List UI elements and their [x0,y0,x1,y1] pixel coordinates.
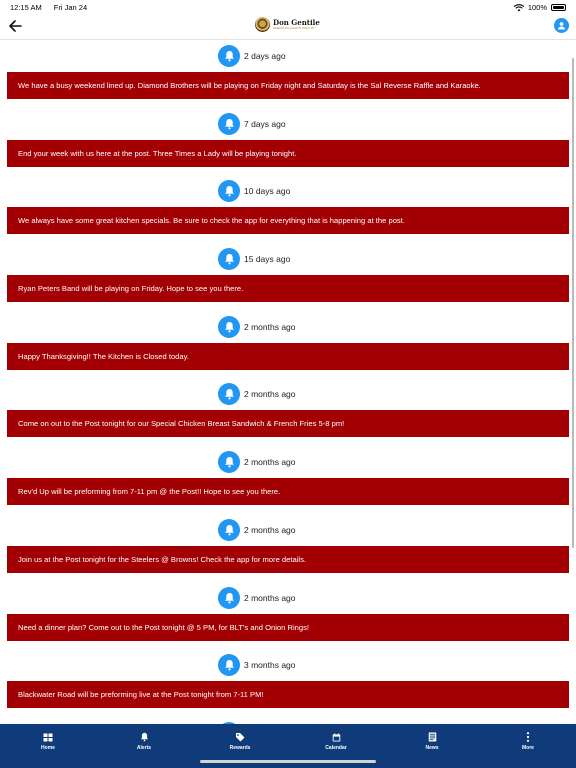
notification-message[interactable]: We always have some great kitchen specials. Be sure to check the app for everything that is happening at the post. [7,207,569,234]
notification-list [0,40,576,724]
app-header [0,14,576,40]
logo-seal-icon [255,17,270,32]
nav-label: News [425,745,439,751]
notification-item[interactable] [0,243,576,311]
notification-item[interactable] [0,40,576,108]
notification-time-row [218,519,296,541]
notification-item[interactable] [0,378,576,446]
status-bar [0,0,576,14]
bell-icon [218,248,240,270]
nav-item-news[interactable] [384,724,480,768]
battery-percent: 100% [527,3,547,12]
notification-time-row [218,45,286,67]
notification-time: 15 days ago [244,254,291,265]
status-left [10,3,97,12]
battery-icon [551,4,566,11]
notification-time: 2 months ago [244,389,296,400]
bell-icon [218,519,240,541]
notification-time-row [218,451,296,473]
notification-time-row [218,383,296,405]
logo-name: Don Gentile [273,18,320,27]
nav-item-alerts[interactable] [96,724,192,768]
notification-time-row [218,248,290,270]
notification-item[interactable] [0,514,576,582]
notification-time: 2 months ago [244,524,296,535]
notification-message[interactable]: Join us at the Post tonight for the Steelers @ Browns! Check the app for more details. [7,546,569,573]
nav-label: Rewards [229,745,251,751]
home-grid-icon [43,732,53,742]
notification-time: 3 months ago [244,660,296,671]
notification-time: 2 days ago [244,51,286,61]
bell-icon [218,45,240,67]
nav-label: More [522,745,534,751]
notification-time-row [218,180,290,202]
notification-item[interactable] [0,446,576,514]
bell-icon [218,113,240,135]
notification-time-row [218,587,296,609]
notification-item[interactable] [0,175,576,243]
notification-time-row [218,113,286,135]
notification-item[interactable] [0,717,576,724]
news-icon [427,732,437,742]
bell-icon [218,587,240,609]
wifi-icon [514,4,524,12]
bell-icon [218,654,240,676]
profile-button[interactable] [554,18,569,33]
status-time: 12:15 AM [10,3,42,12]
notification-feed[interactable] [0,40,576,724]
notification-item[interactable] [0,108,576,176]
logo-text [273,19,320,30]
bell-icon [218,451,240,473]
nav-item-home[interactable] [0,724,96,768]
nav-item-more[interactable] [480,724,576,768]
notification-time: 2 months ago [244,592,296,603]
scrollbar[interactable] [572,58,574,548]
nav-label: Alerts [136,745,152,751]
notification-item[interactable] [0,311,576,379]
notification-message[interactable]: Rev'd Up will be preforming from 7-11 pm @ the Post!! Hope to see you there. [7,478,569,505]
logo-subtitle: AMERICAN LEGION POST 25 [273,26,315,30]
status-date: Fri Jan 24 [53,3,88,12]
notification-message[interactable]: Ryan Peters Band will be playing on Friday. Hope to see you there. [7,275,569,302]
notification-item[interactable] [0,582,576,650]
status-right [514,3,566,12]
user-icon [557,21,566,30]
nav-label: Calendar [325,745,347,751]
tag-icon [235,732,245,742]
notification-time: 2 months ago [244,457,296,468]
back-arrow-icon[interactable] [7,17,23,35]
notification-time: 2 months ago [244,321,296,332]
notification-message[interactable]: End your week with us here at the post. Three Times a Lady will be playing tonight. [7,140,569,167]
bell-icon [218,383,240,405]
nav-label: Home [41,745,55,751]
notification-message[interactable]: We have a busy weekend lined up. Diamond Brothers will be playing on Friday night and Saturday is the Sal Reverse Raffle and Karaoke. [7,72,569,99]
notification-time-row [218,316,296,338]
notification-message[interactable]: Blackwater Road will be preforming live at the Post tonight from 7-11 PM! [7,681,569,708]
notification-message[interactable]: Need a dinner plan? Come out to the Post tonight @ 5 PM, for BLT's and Onion Rings! [7,614,569,641]
notification-time-row [218,654,296,676]
notification-item[interactable] [0,649,576,717]
app-logo [255,17,320,32]
calendar-icon [331,732,341,742]
more-vertical-icon [523,732,533,742]
bell-icon [139,732,149,742]
notification-time: 7 days ago [244,118,286,129]
notification-message[interactable]: Happy Thanksgiving!! The Kitchen is Closed today. [7,343,569,370]
notification-message[interactable]: Come on out to the Post tonight for our Special Chicken Breast Sandwich & French Fries 5-8 pm! [7,410,569,437]
home-indicator [200,760,376,763]
notification-time: 10 days ago [244,186,291,197]
bell-icon [218,180,240,202]
bell-icon [218,316,240,338]
